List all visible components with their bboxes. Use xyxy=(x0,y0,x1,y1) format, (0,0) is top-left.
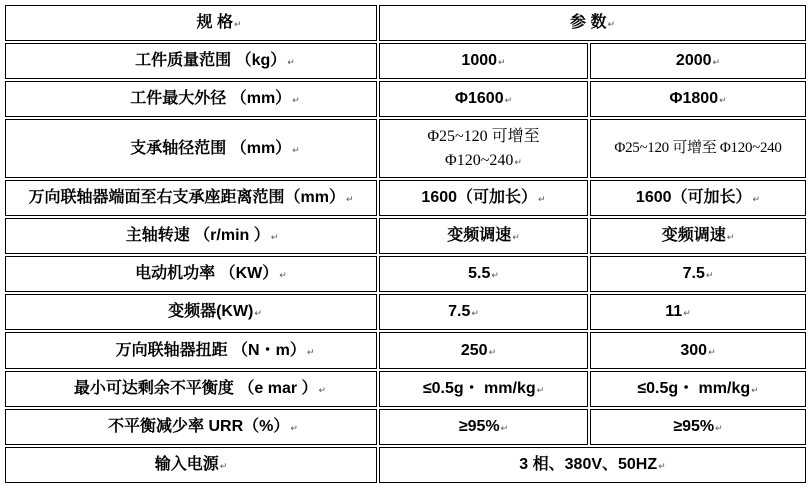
row-label: 支承轴径范围 （mm） xyxy=(130,139,292,157)
paragraph-mark-icon: ↵ xyxy=(287,58,295,69)
row-value-a: 1000 xyxy=(461,52,498,70)
paragraph-mark-icon: ↵ xyxy=(504,96,513,107)
row-value-a: ≥95% xyxy=(458,417,500,435)
row-label-cell xyxy=(5,332,377,368)
paragraph-mark-icon: ↵ xyxy=(536,385,545,396)
row-value-b-cell xyxy=(590,81,806,117)
row-label: 电动机功率 （KW） xyxy=(135,265,279,283)
paragraph-mark-icon: ↵ xyxy=(292,96,300,107)
row-label: 工件质量范围 （kg） xyxy=(135,52,287,70)
row-label: 不平衡减少率 URR（%） xyxy=(108,417,290,435)
row-value-b-cell xyxy=(590,294,806,330)
row-value-a: ≤0.5g・ mm/kg xyxy=(422,379,536,397)
paragraph-mark-icon: ↵ xyxy=(279,271,287,282)
paragraph-mark-icon: ↵ xyxy=(712,58,721,69)
row-label-cell xyxy=(5,294,377,330)
row-value-b: ≤0.5g・ mm/kg xyxy=(637,379,751,397)
row-label-cell xyxy=(5,81,377,117)
row-value-b-cell xyxy=(590,218,806,254)
row-value-b: 7.5 xyxy=(682,265,705,283)
row-value-b-cell xyxy=(590,332,806,368)
row-value-a-cell xyxy=(379,81,588,117)
paragraph-mark-icon: ↵ xyxy=(292,145,300,156)
row-label-cell xyxy=(5,218,377,254)
table-row xyxy=(5,119,806,178)
paragraph-mark-icon: ↵ xyxy=(705,271,714,282)
row-value-b-cell xyxy=(590,180,806,216)
row-label: 万向联轴器端面至右支承座距离范围（mm） xyxy=(28,189,345,207)
footer-label: 输入电源 xyxy=(154,455,219,473)
row-value-b: Φ1800 xyxy=(669,90,719,108)
paragraph-mark-icon: ↵ xyxy=(219,461,228,472)
paragraph-mark-icon: ↵ xyxy=(751,385,759,396)
paragraph-mark-icon: ↵ xyxy=(512,233,520,244)
paragraph-mark-icon: ↵ xyxy=(498,58,506,69)
row-label-cell xyxy=(5,43,377,79)
row-value-a: Φ1600 xyxy=(454,90,504,108)
header-params-text: 参 数 xyxy=(570,14,607,32)
spec-table xyxy=(3,3,808,485)
row-value-b: 2000 xyxy=(675,52,712,70)
row-value-b-cell xyxy=(590,409,806,445)
row-value-a: Φ25~120 可增至 Φ120~240 xyxy=(427,128,540,169)
row-label: 主轴转速 （r/min ） xyxy=(125,227,270,245)
row-value-b: 11 xyxy=(665,303,683,321)
row-value-a: 变频调速 xyxy=(447,227,512,245)
row-value-b: ≥95% xyxy=(673,417,715,435)
paragraph-mark-icon: ↵ xyxy=(488,347,497,358)
paragraph-mark-icon: ↵ xyxy=(683,309,691,320)
row-label-cell xyxy=(5,371,377,407)
table-row xyxy=(5,180,806,216)
table-row xyxy=(5,256,806,292)
row-value-a-cell xyxy=(379,409,588,445)
paragraph-mark-icon: ↵ xyxy=(658,461,666,472)
paragraph-mark-icon: ↵ xyxy=(752,195,761,206)
row-label: 最小可达剩余不平衡度 （e mar ） xyxy=(73,379,318,397)
footer-value: 3 相、380V、50HZ xyxy=(519,455,658,473)
row-value-b-cell xyxy=(590,256,806,292)
paragraph-mark-icon: ↵ xyxy=(607,20,615,31)
table-row xyxy=(5,409,806,445)
row-label-cell xyxy=(5,409,377,445)
row-value-a-cell xyxy=(379,119,588,178)
paragraph-mark-icon: ↵ xyxy=(514,157,522,168)
row-value-a-cell xyxy=(379,371,588,407)
row-value-a-cell xyxy=(379,43,588,79)
paragraph-mark-icon: ↵ xyxy=(290,423,298,434)
paragraph-mark-icon: ↵ xyxy=(491,271,499,282)
table-row xyxy=(5,81,806,117)
footer-row xyxy=(5,447,806,483)
paragraph-mark-icon: ↵ xyxy=(254,309,262,320)
row-value-b: 1600（可加长） xyxy=(635,189,752,207)
paragraph-mark-icon: ↵ xyxy=(715,423,723,434)
row-label: 万向联轴器扭距 （N・m） xyxy=(115,341,306,359)
paragraph-mark-icon: ↵ xyxy=(719,96,727,107)
table-row xyxy=(5,294,806,330)
paragraph-mark-icon: ↵ xyxy=(345,195,354,206)
paragraph-mark-icon: ↵ xyxy=(500,423,509,434)
paragraph-mark-icon: ↵ xyxy=(538,195,546,206)
row-label-cell xyxy=(5,119,377,178)
row-value-a: 1600（可加长） xyxy=(421,189,538,207)
table-row xyxy=(5,218,806,254)
paragraph-mark-icon: ↵ xyxy=(471,309,479,320)
row-value-b: 变频调速 xyxy=(661,227,726,245)
header-spec-cell xyxy=(5,5,377,41)
row-label-cell xyxy=(5,256,377,292)
paragraph-mark-icon: ↵ xyxy=(270,233,279,244)
table-row xyxy=(5,332,806,368)
footer-label-cell xyxy=(5,447,377,483)
row-value-b: 300 xyxy=(680,341,708,359)
header-params-cell xyxy=(379,5,806,41)
row-label: 变频器(KW) xyxy=(168,303,254,321)
row-label-cell xyxy=(5,180,377,216)
row-value-a: 250 xyxy=(460,341,488,359)
row-value-a-cell xyxy=(379,256,588,292)
paragraph-mark-icon: ↵ xyxy=(726,233,735,244)
header-row xyxy=(5,5,806,41)
row-value-b-cell xyxy=(590,43,806,79)
row-value-a-cell xyxy=(379,180,588,216)
footer-value-cell xyxy=(379,447,806,483)
row-value-b-cell xyxy=(590,119,806,178)
paragraph-mark-icon: ↵ xyxy=(306,347,315,358)
header-spec-text: 规 格 xyxy=(196,14,233,32)
row-label: 工件最大外径 （mm） xyxy=(130,90,292,108)
row-value-a: 7.5 xyxy=(448,303,471,321)
paragraph-mark-icon: ↵ xyxy=(708,347,716,358)
row-value-a-cell xyxy=(379,218,588,254)
row-value-b: Φ25~120 可增至 Φ120~240 xyxy=(614,140,782,157)
paragraph-mark-icon: ↵ xyxy=(233,20,242,31)
row-value-a-cell xyxy=(379,332,588,368)
paragraph-mark-icon: ↵ xyxy=(318,385,327,396)
table-row xyxy=(5,43,806,79)
table-row xyxy=(5,371,806,407)
row-value-b-cell xyxy=(590,371,806,407)
row-value-a-cell xyxy=(379,294,588,330)
row-value-a: 5.5 xyxy=(468,265,491,283)
